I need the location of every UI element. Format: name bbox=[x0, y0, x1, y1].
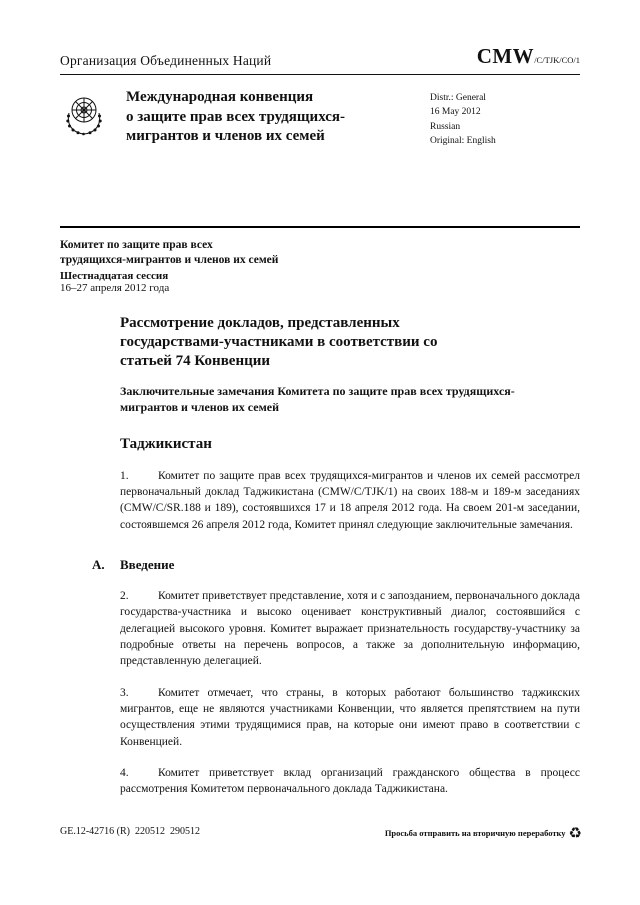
distribution-block bbox=[430, 88, 580, 148]
distr-language: Russian bbox=[430, 121, 461, 132]
paragraph-1-number: 1. bbox=[120, 469, 129, 482]
paragraph-1 bbox=[120, 468, 580, 533]
recycle-text: Просьба отправить на вторичную переработку bbox=[384, 828, 566, 838]
paragraph-3-number: 3. bbox=[120, 686, 129, 699]
top-header bbox=[60, 0, 580, 75]
document-symbol-main: CMW bbox=[476, 44, 535, 68]
paragraph-4-number: 4. bbox=[120, 766, 129, 779]
paragraph-2-text: Комитет приветствует представление, хотя и с запозданием, первоначального доклада государства-участника и высоко оценивает конструктивный диалог, состоявшийся с делегацией высокого уровня. Комитет выражает признательность государству-участнику за подробные ответы на перечень вопросов, а также за дополнительную информацию, представленную делегацией. bbox=[120, 589, 580, 668]
document-symbol-suffix: /C/TJK/CO/1 bbox=[534, 55, 580, 65]
masthead bbox=[60, 88, 580, 148]
convention-title-line3: мигрантов и членов их семей bbox=[126, 128, 325, 144]
divider-rule bbox=[60, 226, 580, 228]
paragraph-4 bbox=[120, 765, 580, 798]
committee-block bbox=[60, 238, 580, 294]
document-symbol bbox=[477, 44, 580, 69]
section-a-letter: A. bbox=[92, 556, 105, 572]
report-heading: Рассмотрение докладов, представленных государствами-участниками в соответствии со статьей 74 Конвенции bbox=[120, 314, 438, 370]
paragraph-3 bbox=[120, 685, 580, 750]
convention-title bbox=[126, 88, 418, 148]
convention-title-line2: о защите прав всех трудящихся- bbox=[126, 108, 346, 125]
paragraph-1-text: Комитет по защите прав всех трудящихся-мигрантов и членов их семей рассмотрел первоначальный доклад Таджикистана (CMW/C/TJK/1) на своих 188-м и 189-м заседаниях (CMW/C/SR.188 и 189), состоявшихся 17 и 18 апреля 2012 года. На своем 201-м заседании, состоявшемся 26 апреля 2012 года, Комитет принял следующие заключительные замечания. bbox=[120, 469, 580, 531]
committee-dates: 16–27 апреля 2012 года bbox=[60, 281, 170, 294]
un-logo-wrap bbox=[60, 88, 126, 148]
un-logo-icon bbox=[60, 90, 108, 138]
concluding-observations-heading: Заключительные замечания Комитета по защите прав всех трудящихся-мигрантов и членов их семей bbox=[120, 384, 515, 415]
paragraph-2 bbox=[120, 588, 580, 670]
committee-name-line1: Комитет по защите прав всех bbox=[60, 239, 213, 251]
paragraph-3-text: Комитет отмечает, что страны, в которых работают большинство таджикских мигрантов, еще не являются участниками Конвенции, что является препятствием на пути осуществления этими трудящимися прав, на которые они имеют право в соответствии с Конвенцией. bbox=[120, 686, 580, 748]
distr-line: Distr.: General bbox=[430, 93, 486, 103]
paragraph-2-number: 2. bbox=[120, 589, 129, 602]
committee-name-line2: трудящихся-мигрантов и членов их семей bbox=[60, 253, 279, 266]
footer-ge-number: GE.12-42716 (R) 220512 290512 bbox=[60, 826, 200, 837]
distr-original: Original: English bbox=[430, 135, 496, 146]
section-a-heading bbox=[92, 556, 580, 573]
country-heading: Таджикистан bbox=[120, 435, 212, 452]
distr-date: 16 May 2012 bbox=[430, 107, 481, 118]
convention-title-line1: Международная конвенция bbox=[126, 89, 314, 105]
paragraph-4-text: Комитет приветствует вклад организаций гражданского общества в процесс рассмотрения Комитетом первоначального доклада Таджикистана. bbox=[120, 766, 580, 796]
committee-session: Шестнадцатая сессия bbox=[60, 269, 169, 282]
organization-name: Организация Объединенных Наций bbox=[60, 53, 272, 68]
main-content bbox=[92, 314, 580, 798]
recycle-icon: ♻ bbox=[568, 824, 582, 842]
footer-recycle-note bbox=[385, 824, 582, 842]
section-a-title: Введение bbox=[120, 556, 175, 572]
